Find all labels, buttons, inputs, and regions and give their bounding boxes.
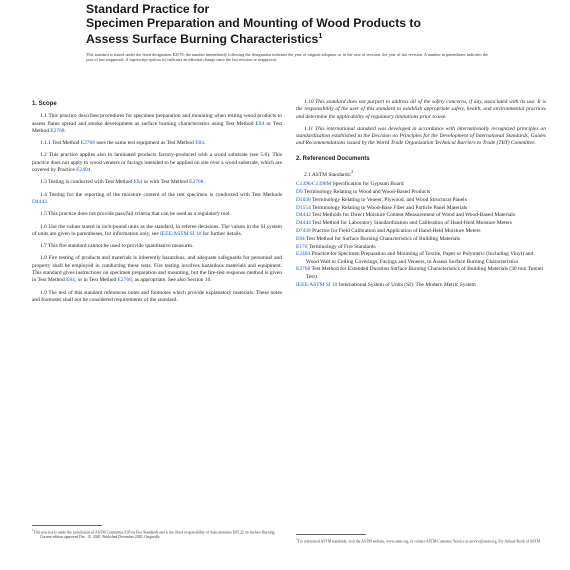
reference-item [296, 205, 546, 212]
para-1-1-text: 1.1 This practice describes procedures for specimen preparation and mounting when testing wood products to assess flame spread and smoke development as surface burning characteristics using Test Method [32, 113, 282, 127]
title-line-3-text: Assess Surface Burning Characteristics [86, 32, 319, 47]
para-1-4 [32, 192, 282, 207]
para-1-1-1-mid: uses the same test equipment as Test Method [94, 140, 196, 147]
document-title [86, 2, 506, 46]
ref-link-e84[interactable]: E84 [133, 179, 143, 186]
reference-title: Practice for Specimen Preparation and Mounting of Textile, Paper or Polymeric (Including Vinyl) and Wood Wall or Ceiling Coverings, Facings and Veneers, to Assess Surface Burning Characteristics [306, 251, 534, 265]
reference-title: Test Method for Surface Burning Characteristics of Building Materials [304, 235, 460, 242]
reference-item [296, 251, 546, 266]
footnote-rule-left [32, 525, 102, 526]
title-line-3 [86, 30, 506, 46]
para-1-9: 1.9 The text of this standard references notes and footnotes which provide explanatory materials. These notes and footnotes shall not be considered requirements of the standard. [32, 289, 282, 303]
para-1-4-text: 1.4 Testing for the reporting of the moisture content of the test specimen is conducted with Test Methods [40, 191, 282, 198]
para-1-1-1-end: . [203, 140, 206, 147]
ref-link-d4442[interactable]: D4442 [32, 198, 47, 205]
reference-title: Terminology of Fire Standards [307, 243, 376, 250]
para-1-3-mid: or with Test Method [142, 179, 190, 186]
footnote-2 [296, 537, 546, 544]
reference-title: International System of Units (SI): The Modern Metric System [337, 281, 476, 288]
designation-preamble: This standard is issued under the fixed designation E2579; the number immediately following the designation indicates the year of original adoption or, in the case of revision, the year of last revision. A number in parentheses indicates the year of last reapproval. A superscript epsilon (ε) indicates an editorial change since the last revision or reapproval. [86, 52, 488, 63]
para-1-10: 1.10 This standard does not purport to address all of the safety concerns, if any, associated with its use. It is the responsibility of the user of this standard to establish appropriate safety, health, and environmental practices and determine the applicability of regulatory limitations prior to use. [296, 99, 546, 120]
references-heading: 2. Referenced Documents [296, 155, 370, 162]
para-1-8 [32, 255, 282, 284]
title-line-1: Standard Practice for [86, 2, 210, 16]
reference-code-link[interactable]: E2404 [296, 251, 311, 258]
reference-code-link[interactable]: D1038 [296, 196, 311, 203]
reference-code-link[interactable]: E84 [296, 235, 305, 242]
reference-title: Specification for Gypsum Board [331, 181, 404, 188]
reference-code-link[interactable]: E176 [296, 243, 308, 250]
para-1-3 [32, 179, 282, 186]
para-1-1 [32, 113, 282, 135]
footnote-2-mark: 2 [296, 537, 298, 541]
footnote-2-text: For referenced ASTM standards, visit the ASTM website, www.astm.org, or contact ASTM Customer Service at service@astm.org. For Annual Book of ASTM [297, 539, 541, 544]
reference-code-link[interactable]: D4442 [296, 212, 311, 219]
para-1-3-end: . [203, 179, 205, 186]
reference-title: Terminology Relating to Wood-Base Fiber and Particle Panel Materials [310, 204, 468, 211]
ref-link-e84[interactable]: E84 [255, 120, 265, 127]
para-1-1-mid: or Test Method [32, 120, 282, 134]
reference-item [296, 189, 546, 196]
ref-link-e2768[interactable]: E2768 [50, 127, 65, 134]
para-1-2-text: 1.2 This practice applies also to laminated products factory-produced with a wood substrate (see 5.6). This practice does not apply to wood veneers or facings intended to be applied on site over a wood substrate, which are covered by Practice [32, 152, 282, 174]
reference-title: Test Method for Extended Duration Surface Burning Characteristics of Building Materials (30 min Tunnel Test) [306, 266, 543, 280]
para-1-8-end: , as appropriate. See also Section 10. [131, 277, 212, 284]
para-1-1-1-text: 1.1.1 Test Method [40, 140, 81, 147]
para-1-6-end: for further details. [201, 230, 243, 237]
reference-code-link[interactable]: E2768 [296, 266, 311, 273]
title-line-2: Specimen Preparation and Mounting of Wood Products to [86, 16, 421, 30]
ref-link-e84[interactable]: E84 [195, 140, 204, 147]
para-1-7: 1.7 This fire standard cannot be used to provide quantitative measures. [40, 243, 194, 250]
reference-item [296, 228, 546, 235]
references-list [296, 181, 546, 289]
reference-title: Test Methods for Direct Moisture Content Measurement of Wood and Wood-Based Materials [310, 212, 515, 219]
reference-item [296, 212, 546, 219]
reference-title: Practice for Field Calibration and Application of Hand-Held Moisture Meters [310, 227, 481, 234]
reference-item [296, 197, 546, 204]
ref-link-e2768[interactable]: E2768 [117, 277, 132, 284]
reference-code-link[interactable]: D1554 [296, 204, 311, 211]
reference-code-link[interactable]: D9 [296, 188, 303, 195]
scope-heading: 1. Scope [32, 101, 57, 107]
para-1-2 [32, 152, 282, 174]
footnotes-right [296, 537, 546, 544]
footnote-1-text: This practice is under the jurisdiction of ASTM Committee E05 on Fire Standards and is the direct responsibility of Subcommittee E05.22 on Surface Burning. [33, 530, 276, 535]
reference-item [296, 282, 546, 289]
title-footnote-mark: 1 [318, 33, 323, 40]
para-1-2-end: . [90, 167, 92, 174]
footnote-rule-right [296, 534, 366, 535]
para-1-8-text: 1.8 Fire testing of products and materials is inherently hazardous, and adequate safeguards for personnel and property shall be employed in conducting these tests. Fire testing involves hazardous materials and equipment. This standard gives instructions on specimen preparation and mounting, but the fire-test-response method is given in Test Method [32, 255, 282, 284]
para-1-8-mid: , or in Test Method [74, 277, 118, 284]
reference-title: Terminology Relating to Veneer, Plywood, and Wood Structural Panels [310, 196, 467, 203]
left-column [32, 99, 282, 309]
references-intro-text: 2.1 ASTM Standards: [304, 171, 352, 178]
footnote-1-mark: 1 [32, 528, 34, 532]
para-1-4-end: . [46, 198, 49, 205]
ref-link-e2404[interactable]: E2404 [76, 167, 91, 174]
para-1-3-text: 1.3 Testing is conducted with Test Method [40, 179, 134, 186]
para-1-11: 1.11 This international standard was developed in accordance with internationally recognized principles on standardization established in the Decision on Principles for the Development of International Standards, Guides and Recommendations issued by the World Trade Organization Technical Barriers to Trade (TBT) Committee. [296, 125, 546, 147]
reference-code-link[interactable]: D4444 [296, 220, 311, 227]
reference-code-link[interactable]: D7438 [296, 227, 311, 234]
para-1-5: 1.5 This practice does not provide pass/fail criteria that can be used as a regulatory tool. [40, 211, 231, 218]
ref-link-e2768[interactable]: E2768 [80, 140, 95, 147]
para-1-1-end: . [64, 127, 66, 134]
reference-item [296, 236, 546, 243]
ref-link-e84[interactable]: E84 [66, 277, 75, 284]
para-1-6-text: 1.6 Use the values stated in inch-pound units as the standard, in referee decisions. The values in the SI system of units are given in parentheses, for information only, see [32, 223, 282, 237]
ref-link-e2768[interactable]: E2768 [189, 179, 204, 186]
footnote-1-edition: Current edition approved Dec. 15, 2020. Published December 2020. Originally [40, 535, 160, 540]
reference-item [296, 244, 546, 251]
references-intro-mark: 2 [351, 169, 354, 175]
reference-title: Test Method for Laboratory Standardization and Calibration of Hand-Held Moisture Meters [310, 220, 512, 227]
footnotes-left [32, 528, 282, 541]
references-intro [296, 168, 546, 179]
right-column [296, 99, 546, 289]
ref-link-si10[interactable]: IEEE/ASTM SI 10 [160, 230, 202, 237]
reference-item [296, 181, 546, 188]
para-1-6 [32, 224, 282, 239]
reference-code-link[interactable]: IEEE/ASTM SI 10 [296, 281, 338, 288]
reference-code-link[interactable]: C1396/C1396M [296, 181, 332, 188]
footnote-1 [32, 528, 282, 535]
reference-item [296, 266, 546, 281]
reference-item [296, 220, 546, 227]
para-1-1-1 [32, 140, 282, 147]
reference-title: Terminology Relating to Wood and Wood-Based Products [302, 188, 431, 195]
